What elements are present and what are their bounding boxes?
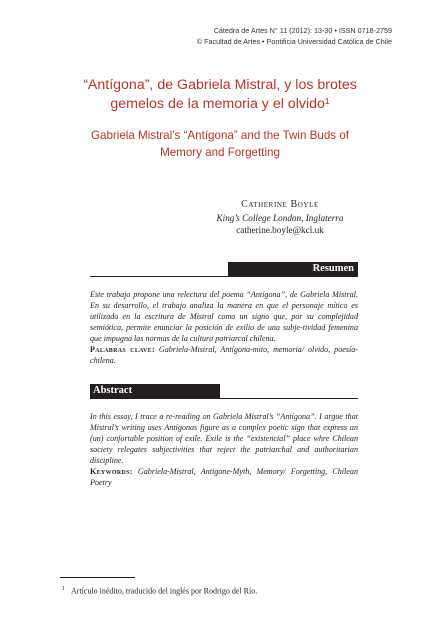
abstract-rule [90,398,358,399]
footnote-rule [60,577,135,578]
abstract-section [90,411,358,488]
abstract-body: In this essay, I trace a re-reading on Gabriela Mistral’s “Antígona”. I argue that Mistral’s writing uses Antígonas figure as a complex poetic sign that express an (un) confortable position of exile. Exile is the “existencial” place whre Chilean society relegates subjectivities that reject the patriarchal and authoritarian discipline. [90,412,358,465]
footnote [62,584,382,597]
footnote-marker: 1 [62,586,65,592]
resumen-heading: Resumen [228,262,358,276]
author-name: Catherine Boyle [241,199,319,210]
journal-citation: Cátedra de Artes N° 11 (2012): 13-30 • ISSN 0718-2759 [213,26,392,35]
resumen-rule [90,276,358,277]
journal-publisher: © Facultad de Artes • Pontificia Universidad Católica de Chile [196,37,392,46]
resumen-keywords-label: Palabras clave: [90,345,155,354]
footnote-text: Artículo inédito, traducido del inglés por Rodrigo del Río. [71,586,258,596]
english-title-line-1: Gabriela Mistral’s “Antígona” and the Twin Buds of [91,129,349,142]
article-title-line-2: gemelos de la memoria y el olvido¹ [110,96,330,112]
english-title [60,127,380,161]
article-title [60,76,380,114]
author-block [0,199,440,237]
author-affiliation: King’s College London, Inglaterra [216,212,344,223]
journal-header [197,25,392,47]
resumen-keywords: Gabriela-Mistral, Antígona-mito, memoria/ olvido, poesía-chilena. [90,345,358,365]
abstract-heading: Abstract [90,384,220,398]
abstract-keywords-label: Keywords: [90,467,133,476]
abstract-keywords: Gabriela-Mistral, Antigone-Myth, Memory/ Forgetting, Chilean Poetry [90,467,358,487]
english-title-line-2: Memory and Forgetting [160,146,280,159]
author-email[interactable]: catherine.boyle@kcl.uk [236,225,324,235]
resumen-body: Este trabajo propone una relectura del poema “Antígona”, de Gabriela Mistral. En su desarrollo, el trabajo analiza la manera en que el personaje mítico es utilizado en la escritura de Mistral como un signo que, por su complejidad semiótica, permite enunciar la posición de exilio de una subje-tividad femenina que impugna las normas de la cultura patriarcal chilena. [90,290,358,343]
article-title-line-1: “Antígona”, de Gabriela Mistral, y los brotes [83,77,357,93]
resumen-section [90,289,358,366]
